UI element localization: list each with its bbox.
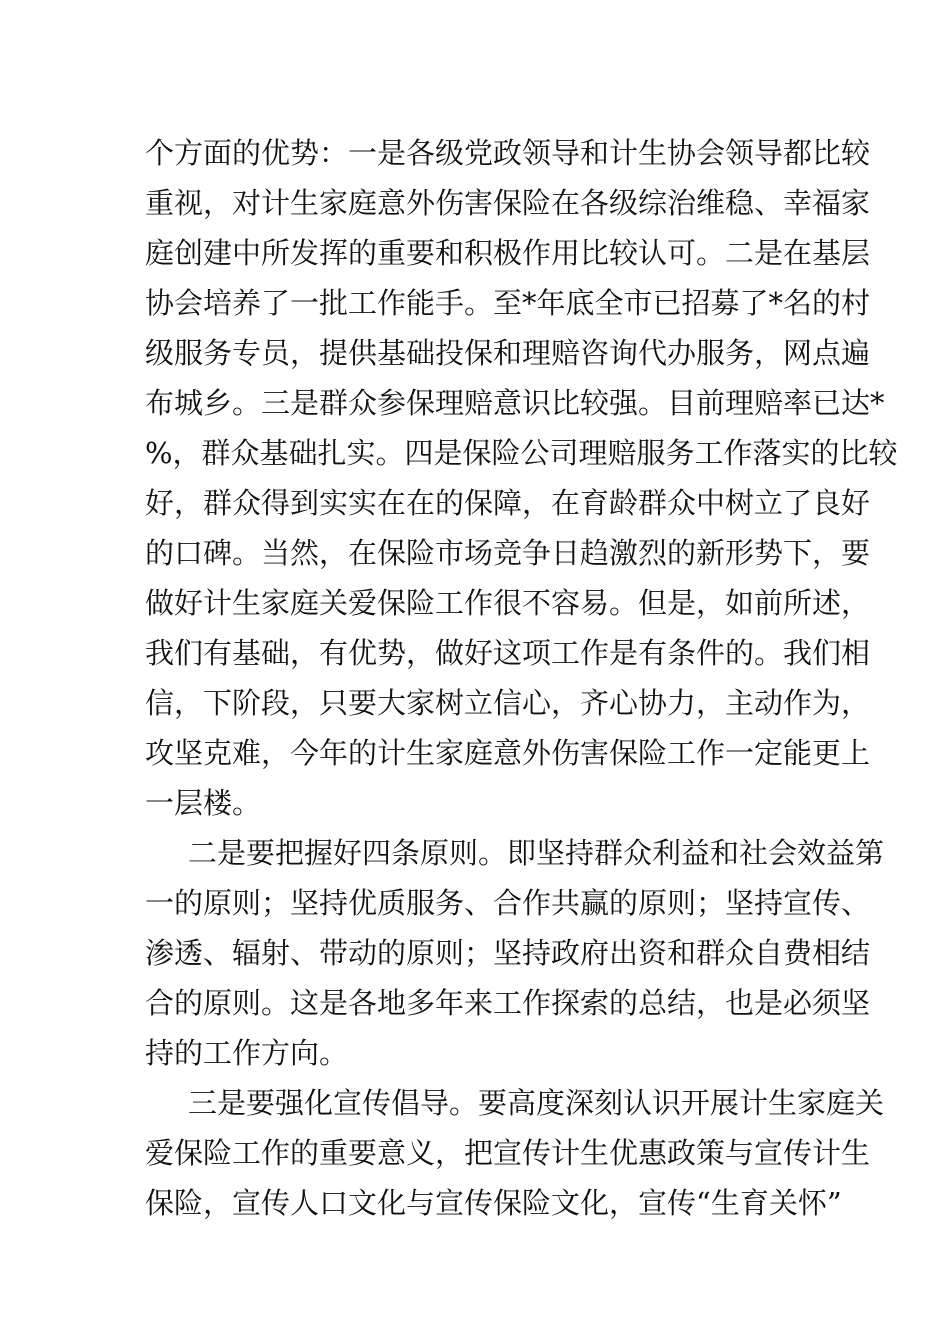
text-line: 的口碑。当然，在保险市场竞争日趋激烈的新形势下，要: [145, 536, 871, 570]
text-line: 协会培养了一批工作能手。至*年底全市已招募了*名的村: [145, 286, 871, 320]
text-line: 持的工作方向。: [145, 1036, 349, 1070]
document-body: [145, 128, 898, 1228]
text-line: 布城乡。三是群众参保理赔意识比较强。目前理赔率已达*: [145, 386, 885, 420]
text-line: 一层楼。: [145, 786, 262, 820]
text-line: 三是要强化宣传倡导。要高度深刻认识开展计生家庭关: [188, 1086, 885, 1120]
text-line: 保险，宣传人口文化与宣传保险文化，宣传“生育关怀”: [145, 1186, 842, 1220]
text-line: 级服务专员，提供基础投保和理赔咨询代办服务，网点遍: [145, 336, 871, 370]
text-line: 做好计生家庭关爱保险工作很不容易。但是，如前所述，: [145, 586, 871, 620]
text-line: 庭创建中所发挥的重要和积极作用比较认可。二是在基层: [145, 236, 871, 270]
paragraph-2: [145, 828, 885, 1078]
text-line: 我们有基础，有优势，做好这项工作是有条件的。我们相: [145, 636, 871, 670]
paragraph-1: [145, 128, 898, 828]
text-line: 攻坚克难，今年的计生家庭意外伤害保险工作一定能更上: [145, 736, 871, 770]
text-line: 爱保险工作的重要意义，把宣传计生优惠政策与宣传计生: [145, 1136, 871, 1170]
text-line: 信，下阶段，只要大家树立信心，齐心协力，主动作为，: [145, 686, 871, 720]
text-line: 一的原则；坚持优质服务、合作共赢的原则；坚持宣传、: [145, 886, 871, 920]
text-line: 渗透、辐射、带动的原则；坚持政府出资和群众自费相结: [145, 936, 871, 970]
text-line: 个方面的优势：一是各级党政领导和计生协会领导都比较: [145, 136, 871, 170]
text-line: 好，群众得到实实在在的保障，在育龄群众中树立了良好: [145, 486, 871, 520]
text-line: %，群众基础扎实。四是保险公司理赔服务工作落实的比较: [145, 436, 898, 470]
paragraph-3: [145, 1078, 885, 1228]
text-line: 重视，对计生家庭意外伤害保险在各级综治维稳、幸福家: [145, 186, 871, 220]
text-line: 合的原则。这是各地多年来工作探索的总结，也是必须坚: [145, 986, 871, 1020]
text-line: 二是要把握好四条原则。即坚持群众利益和社会效益第: [188, 836, 885, 870]
